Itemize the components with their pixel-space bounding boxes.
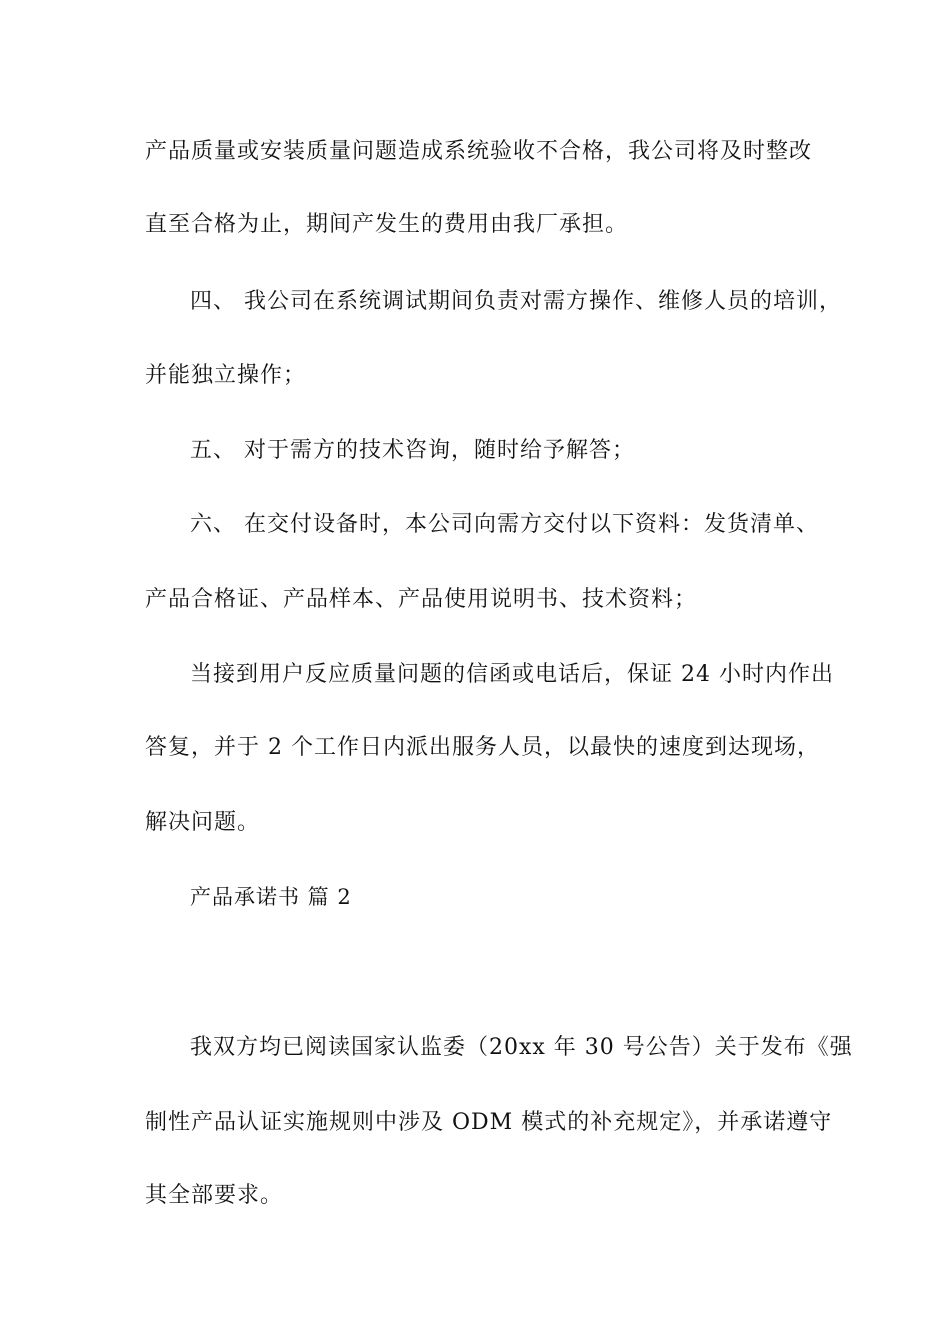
body-text-line: 产品质量或安装质量问题造成系统验收不合格，我公司将及时整改	[145, 139, 813, 164]
list-item-six: 六、 在交付设备时，本公司向需方交付以下资料：发货清单、	[190, 512, 819, 537]
body-text-line: 解决问题。	[145, 810, 261, 835]
body-text-line: 其全部要求。	[145, 1183, 284, 1208]
body-text-line: 答复，并于 2 个工作日内派出服务人员，以最快的速度到达现场，	[145, 735, 820, 760]
body-text-line: 当接到用户反应质量问题的信函或电话后，保证 24 小时内作出	[190, 662, 834, 687]
body-text-line: 制性产品认证实施规则中涉及 ODM 模式的补充规定》，并承诺遵守	[145, 1110, 833, 1135]
body-text-line: 并能独立操作；	[145, 363, 307, 388]
list-item-four: 四、 我公司在系统调试期间负责对需方操作、维修人员的培训，	[190, 289, 842, 314]
body-text-line: 产品合格证、产品样本、产品使用说明书、技术资料；	[145, 587, 698, 612]
body-text-line: 直至合格为止，期间产发生的费用由我厂承担。	[145, 212, 629, 237]
body-text-line: 我双方均已阅读国家认监委（20xx 年 30 号公告）关于发布《强	[190, 1035, 853, 1060]
list-item-five: 五、 对于需方的技术咨询，随时给予解答；	[190, 438, 635, 463]
section-heading: 产品承诺书 篇 2	[190, 885, 352, 909]
